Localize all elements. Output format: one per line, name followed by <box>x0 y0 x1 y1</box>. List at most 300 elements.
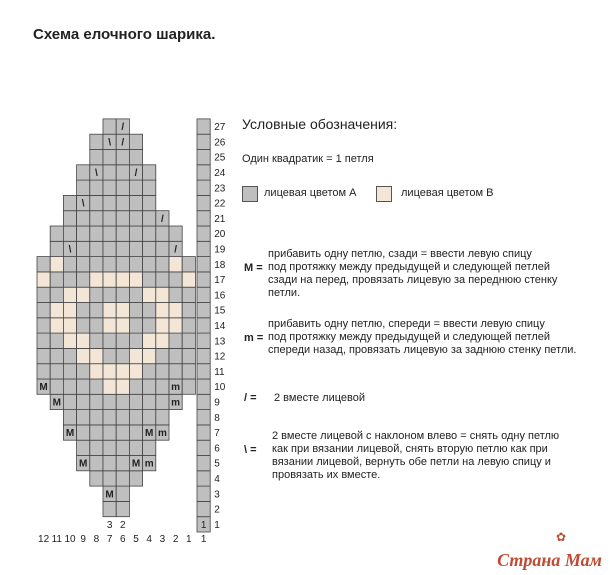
cell-symbol: / <box>121 137 125 149</box>
legend-desc-3 <box>272 430 559 482</box>
strip-cell <box>197 425 210 440</box>
row-number: 9 <box>214 397 220 409</box>
chart-cell <box>116 287 129 302</box>
chart-cell <box>90 195 103 210</box>
chart-cell <box>90 257 103 272</box>
chart-cell <box>129 150 142 165</box>
chart-cell <box>143 379 156 394</box>
chart-cell <box>129 226 142 241</box>
chart-cell <box>143 272 156 287</box>
chart-cell <box>156 318 169 333</box>
chart-cell <box>143 195 156 210</box>
chart-cell <box>143 333 156 348</box>
chart-cell <box>116 394 129 409</box>
cell-symbol: \ <box>95 167 98 179</box>
chart-cell <box>129 303 142 318</box>
row-number: 14 <box>214 320 226 332</box>
strip-cell <box>197 410 210 425</box>
chart-cell <box>77 303 90 318</box>
legend-line: сзади на перед, провязать лицевую за переднюю стенку <box>268 274 558 286</box>
chart-cell <box>169 318 182 333</box>
swatch-color-a <box>242 186 258 202</box>
chart-cell <box>90 410 103 425</box>
chart-cell <box>103 180 116 195</box>
chart-cell <box>103 241 116 256</box>
row-number: 4 <box>214 473 220 485</box>
chart-cell <box>50 287 63 302</box>
legend-line: под протяжку между предыдущей и следующей петлей <box>268 261 551 273</box>
chart-cell <box>90 303 103 318</box>
chart-cell <box>77 241 90 256</box>
chart-cell <box>169 348 182 363</box>
chart-cell <box>116 257 129 272</box>
chart-cell <box>103 410 116 425</box>
row-number: 1 <box>214 519 220 531</box>
chart-cell <box>77 257 90 272</box>
chart-cell <box>169 364 182 379</box>
legend-heading: Условные обозначения: <box>242 116 398 132</box>
chart-cell <box>77 394 90 409</box>
chart-cell <box>143 318 156 333</box>
chart-cell <box>77 348 90 363</box>
legend-line: прибавить одну петлю, сзади = ввести левую спицу <box>268 248 532 260</box>
chart-cell <box>63 257 76 272</box>
column-number: 12 <box>38 534 50 545</box>
row-number: 5 <box>214 458 220 470</box>
cell-symbol: \ <box>68 244 72 256</box>
chart-cell <box>129 333 142 348</box>
chart-cell <box>156 364 169 379</box>
chart-cell <box>103 394 116 409</box>
chart-cell <box>156 241 169 256</box>
strip-cell <box>197 318 210 333</box>
row-number: 3 <box>214 489 220 501</box>
column-number: 6 <box>120 534 126 545</box>
chart-cell <box>182 272 195 287</box>
chart-cell <box>50 379 63 394</box>
chart-cell <box>63 318 76 333</box>
chart-cell <box>116 486 129 501</box>
chart-cell <box>129 379 142 394</box>
chart-cell <box>156 257 169 272</box>
chart-cell <box>156 287 169 302</box>
chart-cell <box>90 348 103 363</box>
chart-cell <box>143 410 156 425</box>
chart-cell <box>90 333 103 348</box>
legend-line: под протяжку между предыдущей и следующей петлей <box>268 331 551 343</box>
chart-cell <box>129 348 142 363</box>
chart-cell <box>77 180 90 195</box>
chart-cell <box>77 287 90 302</box>
chart-cell <box>77 211 90 226</box>
chart-cell <box>50 226 63 241</box>
chart-cell <box>63 303 76 318</box>
chart-cell <box>129 410 142 425</box>
chart-cell <box>143 303 156 318</box>
legend-line: как при вязании лицевой, снять вторую петлю как при <box>272 443 548 455</box>
chart-cell <box>77 318 90 333</box>
chart-cell <box>143 287 156 302</box>
chart-cell <box>143 348 156 363</box>
chart-cell <box>116 272 129 287</box>
chart-cell <box>169 303 182 318</box>
strip-cell <box>197 226 210 241</box>
chart-cell <box>103 287 116 302</box>
chart-cell <box>116 501 129 516</box>
strip-cell <box>197 333 210 348</box>
chart-cell <box>103 379 116 394</box>
chart-cell <box>37 272 50 287</box>
cell-symbol: / <box>121 122 125 134</box>
chart-cell <box>156 272 169 287</box>
chart-cell <box>77 440 90 455</box>
strip-cell <box>197 379 210 394</box>
legend-line: вязании лицевой, вернуть обе петли на левую спицу и <box>272 456 551 468</box>
chart-cell <box>129 180 142 195</box>
chart-cell <box>37 364 50 379</box>
strip-column-number: 1 <box>200 534 207 545</box>
swatch-color-b <box>376 186 392 202</box>
chart-cell <box>129 318 142 333</box>
chart-cell <box>90 226 103 241</box>
chart-cell <box>103 119 116 134</box>
row-number: 16 <box>214 290 226 302</box>
strip-cell <box>197 150 210 165</box>
chart-cell <box>90 180 103 195</box>
legend-line: 2 вместе лицевой с наклоном влево = снять одну петлю <box>272 430 560 442</box>
chart-cell <box>103 211 116 226</box>
chart-cell <box>182 348 195 363</box>
strip-cell <box>197 303 210 318</box>
chart-cell <box>116 379 129 394</box>
chart-cell <box>116 180 129 195</box>
row-number: 2 <box>214 504 220 516</box>
chart-cell <box>90 272 103 287</box>
chart-cell <box>90 241 103 256</box>
chart-cell <box>90 364 103 379</box>
chart-cell <box>169 257 182 272</box>
column-number: 8 <box>93 534 100 545</box>
chart-cell <box>182 379 195 394</box>
chart-cell <box>63 333 76 348</box>
strip-cell <box>197 257 210 272</box>
chart-cell <box>77 379 90 394</box>
row-number: 22 <box>214 198 226 210</box>
chart-cell <box>129 364 142 379</box>
chart-cell <box>90 150 103 165</box>
chart-cell <box>116 150 129 165</box>
chart-cell <box>116 425 129 440</box>
chart-cell <box>90 456 103 471</box>
chart-cell <box>37 303 50 318</box>
chart-cell <box>143 394 156 409</box>
chart-cell <box>50 348 63 363</box>
row-number: 21 <box>214 213 226 225</box>
strip-cell <box>197 134 210 149</box>
chart-cell <box>103 226 116 241</box>
chart-cell <box>116 165 129 180</box>
chart-cell <box>143 165 156 180</box>
row-number: 13 <box>214 336 226 348</box>
chart-cell <box>63 287 76 302</box>
chart-cell <box>116 195 129 210</box>
chart-cell <box>90 318 103 333</box>
label-color-a: лицевая цветом А <box>264 187 357 199</box>
chart-cell <box>77 364 90 379</box>
chart-cell <box>37 318 50 333</box>
chart-cell <box>182 257 195 272</box>
cell-symbol: m <box>171 382 181 394</box>
chart-cell <box>116 241 129 256</box>
chart-cell <box>37 257 50 272</box>
column-number: 1 <box>186 534 192 545</box>
chart-cell <box>37 348 50 363</box>
chart-cell <box>50 303 63 318</box>
chart-cell <box>116 333 129 348</box>
row-number: 12 <box>214 351 226 363</box>
row-number: 23 <box>214 183 226 195</box>
row-number: 18 <box>214 259 226 271</box>
cell-symbol: m <box>157 428 167 440</box>
chart-cell <box>156 348 169 363</box>
chart-cell <box>90 394 103 409</box>
chart-cell <box>63 272 76 287</box>
chart-cell <box>116 440 129 455</box>
strip-cell <box>197 287 210 302</box>
chart-cell <box>103 501 116 516</box>
column-number: 10 <box>64 534 76 545</box>
chart-cell <box>103 303 116 318</box>
chart-cell <box>129 440 142 455</box>
chart-cell <box>169 226 182 241</box>
chart-cell <box>169 272 182 287</box>
chart-cell <box>182 364 195 379</box>
chart-cell <box>103 165 116 180</box>
chart-cell <box>156 410 169 425</box>
chart-cell <box>156 394 169 409</box>
chart-cell <box>129 425 142 440</box>
chart-cell <box>116 303 129 318</box>
watermark: Страна Мам <box>497 550 602 570</box>
chart-cell <box>90 379 103 394</box>
chart-cell <box>50 272 63 287</box>
chart-cell <box>63 348 76 363</box>
cell-symbol: \ <box>108 137 111 149</box>
row1-label: 2 <box>120 520 126 531</box>
chart-cell <box>37 287 50 302</box>
strip-cell <box>197 211 210 226</box>
chart-cell <box>50 333 63 348</box>
chart-cell <box>103 348 116 363</box>
chart-cell <box>90 471 103 486</box>
legend-key-3: \ = <box>244 444 257 456</box>
chart-cell <box>90 211 103 226</box>
chart-cell <box>90 440 103 455</box>
column-number: 9 <box>80 534 86 545</box>
chart-cell <box>90 134 103 149</box>
cell-symbol: / <box>134 167 138 179</box>
chart-cell <box>103 471 116 486</box>
chart-cell <box>143 364 156 379</box>
cell-symbol: m <box>171 397 181 409</box>
legend-key-2: / = <box>244 392 257 404</box>
chart-cell <box>156 333 169 348</box>
strip-cell <box>197 501 210 516</box>
strip-cell <box>197 195 210 210</box>
column-number: 5 <box>133 534 139 545</box>
strip-cell <box>197 165 210 180</box>
chart-cell <box>156 303 169 318</box>
chart-cell <box>143 211 156 226</box>
chart-cell <box>182 318 195 333</box>
chart-cell <box>63 394 76 409</box>
strip-cell <box>197 272 210 287</box>
chart-cell <box>90 287 103 302</box>
chart-cell <box>143 241 156 256</box>
chart-cell <box>129 471 142 486</box>
row-number: 6 <box>214 443 220 455</box>
row-number: 27 <box>214 122 226 134</box>
column-number: 7 <box>106 534 113 545</box>
chart-cell <box>182 287 195 302</box>
row-number: 24 <box>214 167 226 179</box>
chart-cell <box>182 303 195 318</box>
chart-cell <box>103 425 116 440</box>
strip-cell <box>197 394 210 409</box>
chart-cell <box>103 257 116 272</box>
chart-cell <box>129 287 142 302</box>
cell-symbol: M <box>79 458 88 470</box>
row-number: 10 <box>214 382 226 394</box>
strip-cell <box>197 440 210 455</box>
row-number: 8 <box>214 412 220 424</box>
chart-cell <box>116 456 129 471</box>
row-number: 20 <box>214 229 226 241</box>
strip-cell <box>197 241 210 256</box>
chart-cell <box>169 287 182 302</box>
chart-cell <box>63 364 76 379</box>
cell-symbol: M <box>52 397 61 409</box>
legend-desc-1 <box>268 318 576 357</box>
strip-cell <box>197 348 210 363</box>
chart-cell <box>50 257 63 272</box>
column-number: 11 <box>51 534 62 545</box>
legend-key-1: m = <box>244 332 264 344</box>
strip-cell <box>197 456 210 471</box>
cell-symbol: / <box>174 244 177 256</box>
strip-cell <box>197 486 210 501</box>
label-color-b: лицевая цветом В <box>401 187 494 199</box>
chart-cell <box>77 410 90 425</box>
chart-cell <box>77 165 90 180</box>
chart-cell <box>169 333 182 348</box>
column-number: 3 <box>159 534 166 545</box>
strip-cell <box>197 119 210 134</box>
chart-cell <box>143 257 156 272</box>
chart-cell <box>143 180 156 195</box>
cell-symbol: / <box>161 213 164 225</box>
chart-cell <box>103 456 116 471</box>
chart-cell <box>143 226 156 241</box>
cell-symbol: M <box>145 428 154 440</box>
chart-cell <box>103 364 116 379</box>
chart-cell <box>182 333 195 348</box>
legend-key-0: M = <box>244 262 263 274</box>
chart-cell <box>103 195 116 210</box>
strip-cell <box>197 364 210 379</box>
chart-cell <box>156 226 169 241</box>
legend-line: прибавить одну петлю, спереди = ввести левую спицу <box>268 318 545 330</box>
strip-cell <box>197 471 210 486</box>
legend-line: спереди назад, провязать лицевую за заднюю стенку петли. <box>268 344 577 356</box>
column-number: 4 <box>146 534 152 545</box>
chart-cell <box>77 226 90 241</box>
chart-cell <box>129 134 142 149</box>
chart-cell <box>63 226 76 241</box>
row-number: 25 <box>214 152 226 164</box>
chart-cell <box>77 425 90 440</box>
chart-cell <box>63 379 76 394</box>
row-number: 17 <box>214 275 226 287</box>
watermark-icon: ✿ <box>556 530 567 544</box>
chart-cell <box>77 272 90 287</box>
row-number: 11 <box>214 366 225 378</box>
chart-cell <box>63 211 76 226</box>
legend-one-square: Один квадратик = 1 петля <box>242 153 374 165</box>
chart-cell <box>116 211 129 226</box>
strip-row1-label: 1 <box>200 520 207 531</box>
chart-cell <box>129 257 142 272</box>
chart-cell <box>77 333 90 348</box>
row-number: 26 <box>214 137 226 149</box>
cell-symbol: m <box>144 458 154 470</box>
legend-line: петли. <box>268 287 301 299</box>
cell-symbol: M <box>65 428 75 440</box>
legend-line: провязать их вместе. <box>272 469 381 481</box>
cell-symbol: M <box>131 458 141 470</box>
row1-label: 3 <box>106 520 113 531</box>
cell-symbol: M <box>105 489 114 501</box>
chart-cell <box>50 318 63 333</box>
chart-cell <box>156 379 169 394</box>
chart-cell <box>116 226 129 241</box>
chart-cell <box>103 272 116 287</box>
chart-cell <box>116 348 129 363</box>
row-number: 15 <box>214 305 226 317</box>
chart-cell <box>129 195 142 210</box>
legend-desc-0 <box>268 248 557 300</box>
column-number: 2 <box>172 534 179 545</box>
chart-cell <box>50 241 63 256</box>
chart-cell <box>116 410 129 425</box>
chart-cell <box>103 440 116 455</box>
chart-cell <box>37 333 50 348</box>
row-number: 19 <box>214 244 226 256</box>
chart-cell <box>129 272 142 287</box>
chart-cell <box>103 150 116 165</box>
chart-cell <box>103 318 116 333</box>
chart-cell <box>63 195 76 210</box>
chart-cell <box>50 364 63 379</box>
row-number: 7 <box>214 428 220 440</box>
chart-cell <box>143 440 156 455</box>
chart-cell <box>103 333 116 348</box>
chart-cell <box>116 318 129 333</box>
cell-symbol: \ <box>81 198 85 210</box>
page-title: Схема елочного шарика. <box>33 26 216 43</box>
chart-cell <box>63 410 76 425</box>
chart-cell <box>129 211 142 226</box>
